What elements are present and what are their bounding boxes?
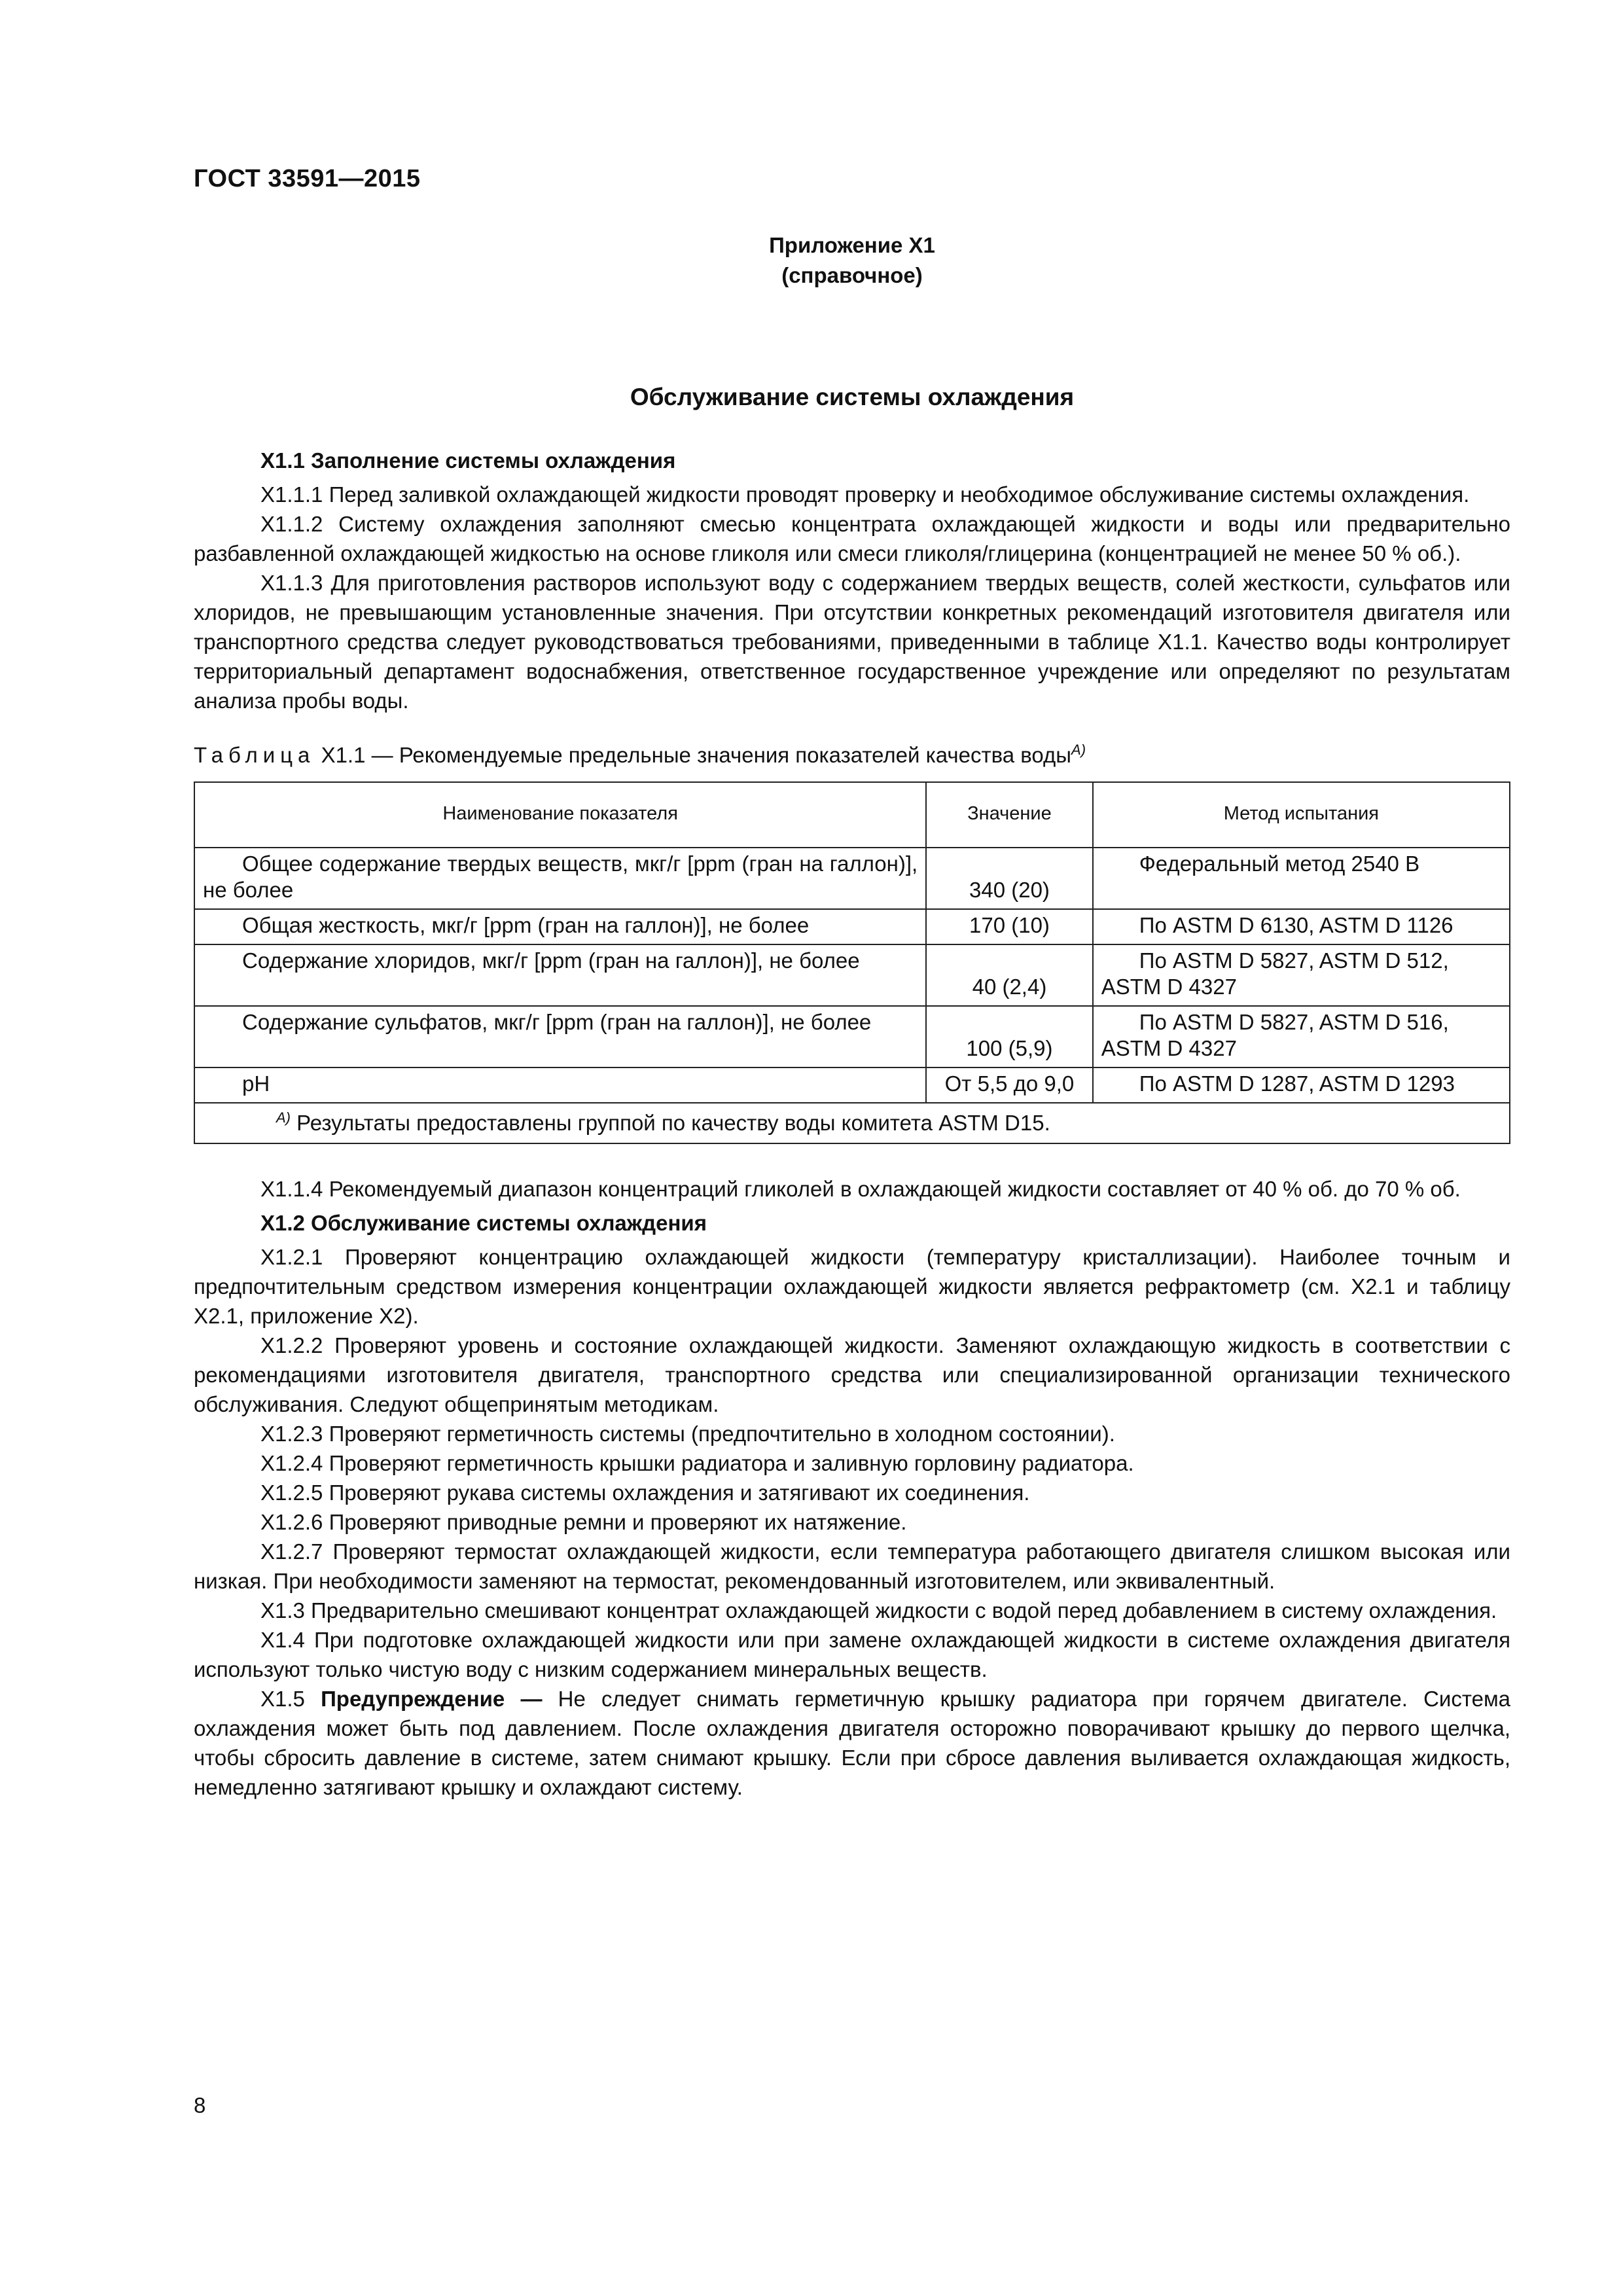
cell-value: 100 (5,9) [926, 1006, 1093, 1067]
cell-method: По ASTM D 5827, ASTM D 512, ASTM D 4327 [1093, 944, 1510, 1006]
paragraph-x1-2-6: Х1.2.6 Проверяют приводные ремни и проверяют их натяжение. [260, 1510, 907, 1534]
column-header-name: Наименование показателя [194, 782, 926, 848]
cell-value: 340 (20) [926, 848, 1093, 909]
paragraph-x1-2-4: Х1.2.4 Проверяют герметичность крышки радиатора и заливную горловину радиатора. [260, 1451, 1134, 1475]
cell-method: По ASTM D 1287, ASTM D 1293 [1093, 1067, 1510, 1103]
column-header-value: Значение [926, 782, 1093, 848]
appendix-kind: (справочное) [781, 263, 923, 287]
document-body [194, 445, 1510, 1802]
table-footnote [194, 1103, 1510, 1143]
paragraph-x1-1-2: Х1.1.2 Систему охлаждения заполняют смесью концентрата охлаждающей жидкости и воды или предварительно разбавленной охлаждающей жидкостью на основе гликоля или смеси гликоля/глицерина (концентрацией не менее 50 % об.). [194, 512, 1510, 565]
table-footnote-text: Результаты предоставлены группой по качеству воды комитета ASTM D15. [296, 1111, 1050, 1135]
water-quality-table [194, 781, 1510, 1144]
warning-label: Предупреждение — [321, 1687, 543, 1711]
column-header-method: Метод испытания [1093, 782, 1510, 848]
paragraph-x1-5 [194, 1684, 1510, 1802]
cell-indicator: pH [194, 1067, 926, 1103]
cell-value: 170 (10) [926, 909, 1093, 944]
paragraph-x1-4: Х1.4 При подготовке охлаждающей жидкости или при замене охлаждающей жидкости в системе охлаждения двигателя используют только чистую воду с низким содержанием минеральных веществ. [194, 1628, 1510, 1681]
paragraph-x1-5-number: Х1.5 [260, 1687, 305, 1711]
cell-indicator: Общая жесткость, мкг/г [ppm (гран на галлон)], не более [194, 909, 926, 944]
appendix-title: Приложение Х1 [769, 233, 935, 257]
table-caption-text: Х1.1 — Рекомендуемые предельные значения показателей качества воды [321, 743, 1072, 767]
cell-value: 40 (2,4) [926, 944, 1093, 1006]
table-header-row [194, 782, 1510, 848]
table-note-row [194, 1103, 1510, 1143]
paragraph-x1-3: Х1.3 Предварительно смешивают концентрат охлаждающей жидкости с водой перед добавлением в систему охлаждения. [260, 1598, 1497, 1623]
cell-method: По ASTM D 5827, ASTM D 516, ASTM D 4327 [1093, 1006, 1510, 1067]
paragraph-x1-1-1: Х1.1.1 Перед заливкой охлаждающей жидкости проводят проверку и необходимое обслуживание системы охлаждения. [260, 482, 1470, 507]
table-caption-word: Таблица [194, 743, 315, 767]
table-caption-footnote-mark: A) [1071, 742, 1086, 758]
paragraph-x1-2-7: Х1.2.7 Проверяют термостат охлаждающей жидкости, если температура работающего двигателя слишком высокая или низкая. При необходимости заменяют на термостат, рекомендованный изготовителем, или эквивалентный. [194, 1539, 1510, 1593]
paragraph-x1-2-1: Х1.2.1 Проверяют концентрацию охлаждающей жидкости (температуру кристаллизации). Наиболее точным и предпочтительным средством измерения концентрации охлаждающей жидкости является рефрактометр (см. Х2.1 и таблицу Х2.1, приложение Х2). [194, 1245, 1510, 1328]
document-page [194, 0, 1510, 2296]
cell-value: От 5,5 до 9,0 [926, 1067, 1093, 1103]
cell-indicator: Содержание хлоридов, мкг/г [ppm (гран на галлон)], не более [194, 944, 926, 1006]
table-footnote-mark: A) [276, 1109, 291, 1126]
subsection-heading-x1-2: Х1.2 Обслуживание системы охлаждения [260, 1211, 707, 1235]
table-row [194, 944, 1510, 1006]
table-row [194, 909, 1510, 944]
page-number: 8 [194, 2093, 206, 2117]
paragraph-x1-5-text: Не следует снимать герметичную крышку радиатора при горячем двигателе. Система охлаждения может быть под давлением. После охлаждения двигателя осторожно поворачивают крышку до первого щелчка, чтобы сбросить давление в системе, затем снимают крышку. Если при сбросе давления выливается охлаждающая жидкость, немедленно затягивают крышку и охлаждают систему. [194, 1687, 1510, 1799]
cell-method: По ASTM D 6130, ASTM D 1126 [1093, 909, 1510, 944]
section-title: Обслуживание системы охлаждения [630, 384, 1075, 410]
subsection-heading-x1-1: Х1.1 Заполнение системы охлаждения [260, 448, 676, 473]
cell-indicator: Общее содержание твердых веществ, мкг/г [ppm (гран на галлон)], не более [194, 848, 926, 909]
table-row [194, 848, 1510, 909]
cell-indicator: Содержание сульфатов, мкг/г [ppm (гран на галлон)], не более [194, 1006, 926, 1067]
paragraph-x1-1-3: Х1.1.3 Для приготовления растворов используют воду с содержанием твердых веществ, солей жесткости, сульфатов или хлоридов, не превышающим установленные значения. При отсутствии конкретных рекомендаций изготовителя двигателя или транспортного средства следует руководствоваться требованиями, приведенными в таблице Х1.1. Качество воды контролирует территориальный департамент водоснабжения, ответственное государственное учреждение или определяют по результатам анализа пробы воды. [194, 571, 1510, 713]
table-row [194, 1067, 1510, 1103]
paragraph-x1-2-2: Х1.2.2 Проверяют уровень и состояние охлаждающей жидкости. Заменяют охлаждающую жидкость в соответствии с рекомендациями изготовителя двигателя, транспортного средства или специализированной организации технического обслуживания. Следуют общепринятым методикам. [194, 1333, 1510, 1416]
cell-method: Федеральный метод 2540 В [1093, 848, 1510, 909]
paragraph-x1-2-5: Х1.2.5 Проверяют рукава системы охлаждения и затягивают их соединения. [260, 1480, 1030, 1505]
paragraph-x1-2-3: Х1.2.3 Проверяют герметичность системы (предпочтительно в холодном состоянии). [260, 1422, 1115, 1446]
standard-code: ГОСТ 33591—2015 [194, 165, 421, 192]
paragraph-x1-1-4: Х1.1.4 Рекомендуемый диапазон концентраций гликолей в охлаждающей жидкости составляет от 40 % об. до 70 % об. [260, 1177, 1461, 1201]
appendix-heading [194, 230, 1510, 291]
table-row [194, 1006, 1510, 1067]
table-caption [194, 740, 1510, 770]
